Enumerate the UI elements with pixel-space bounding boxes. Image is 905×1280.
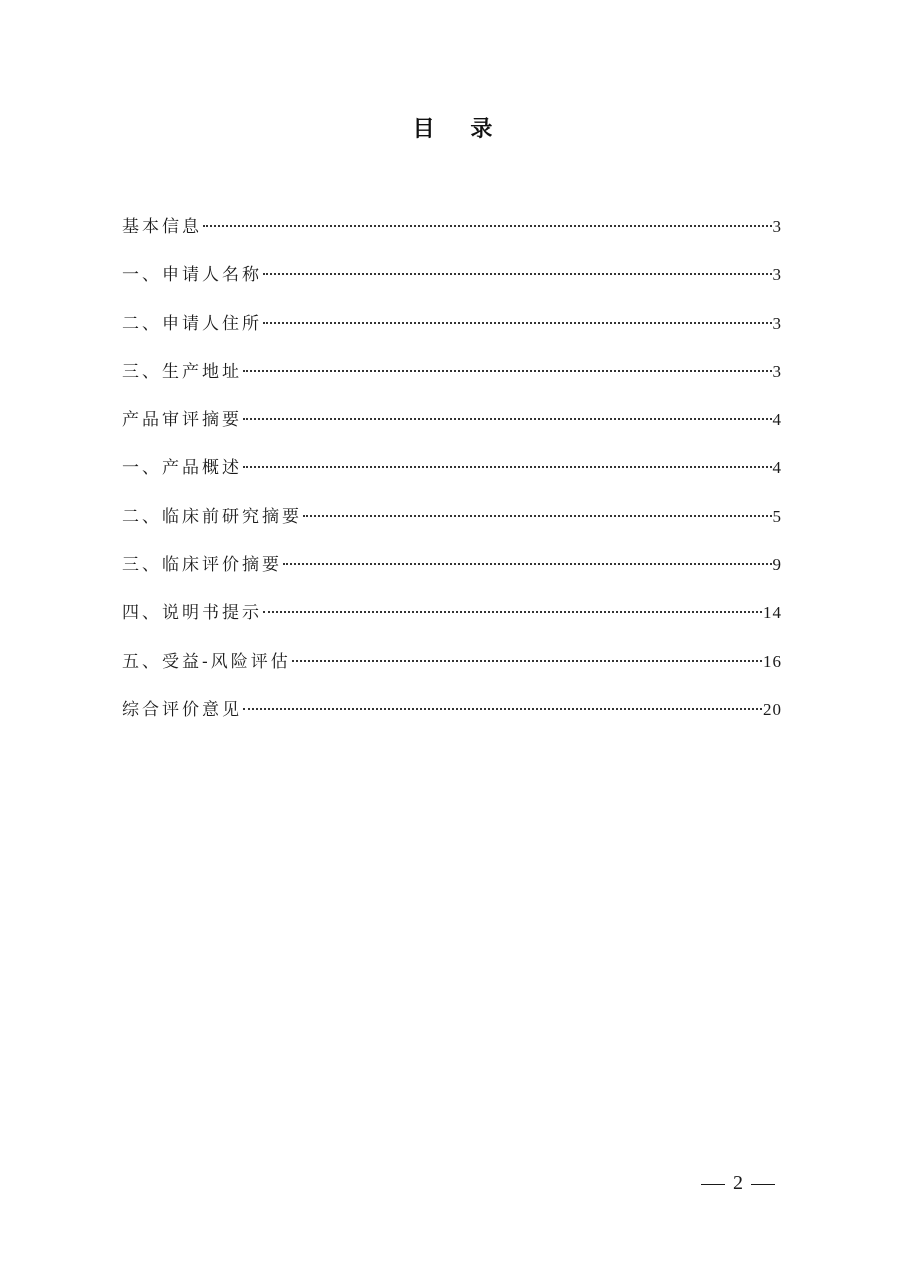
toc-entry-page: 3 [772,313,782,333]
toc-entry-label: 三、生产地址 [122,361,242,382]
toc-leader-dots [243,708,762,710]
toc-entry-label: 一、申请人名称 [122,265,262,286]
toc-entry-label: 二、临床前研究摘要 [122,506,302,527]
toc-entry[interactable] [122,550,782,598]
toc-entry-page: 3 [772,361,782,381]
toc-entry[interactable] [122,309,782,357]
toc-entry-label: 五、受益-风险评估 [122,651,291,672]
toc-leader-dots [292,660,762,662]
toc-entry-page: 3 [772,217,782,236]
toc-entry-page: 3 [772,265,782,285]
toc-entry-label: 一、产品概述 [122,458,242,479]
footer-dash-right [751,1184,775,1185]
toc-entry[interactable] [122,598,782,646]
page-number-footer [693,1172,783,1195]
toc-entry[interactable] [122,405,782,453]
toc-entry-label: 综合评价意见 [122,699,242,720]
page-title: 目 录 [412,117,507,142]
table-of-contents [122,212,782,743]
toc-entry-label: 四、说明书提示 [122,603,262,624]
footer-dash-left [701,1184,725,1185]
toc-entry-label: 二、申请人住所 [122,313,262,334]
toc-entry-page: 4 [772,410,782,430]
toc-entry[interactable] [122,502,782,550]
toc-entry-label: 基本信息 [122,217,202,237]
toc-leader-dots [243,466,772,468]
toc-entry-page: 14 [763,603,782,623]
toc-leader-dots [243,418,772,420]
toc-entry-page: 5 [772,506,782,526]
toc-entry-label: 三、临床评价摘要 [122,555,282,576]
toc-leader-dots [203,225,772,227]
toc-leader-dots [263,322,772,324]
toc-leader-dots [243,370,772,372]
toc-leader-dots [283,563,772,565]
toc-entry[interactable] [122,453,782,501]
toc-entry-page: 4 [772,458,782,478]
page-number: 2 [733,1172,743,1194]
toc-entry-page: 16 [763,651,782,671]
toc-entry-page: 9 [772,555,782,575]
toc-entry[interactable] [122,212,782,260]
toc-entry[interactable] [122,647,782,695]
toc-entry[interactable] [122,357,782,405]
toc-leader-dots [263,611,762,613]
toc-leader-dots [263,273,772,275]
toc-leader-dots [303,515,772,517]
toc-entry-page: 20 [763,699,782,719]
toc-entry[interactable] [122,695,782,743]
toc-entry[interactable] [122,260,782,308]
toc-entry-label: 产品审评摘要 [122,410,242,431]
